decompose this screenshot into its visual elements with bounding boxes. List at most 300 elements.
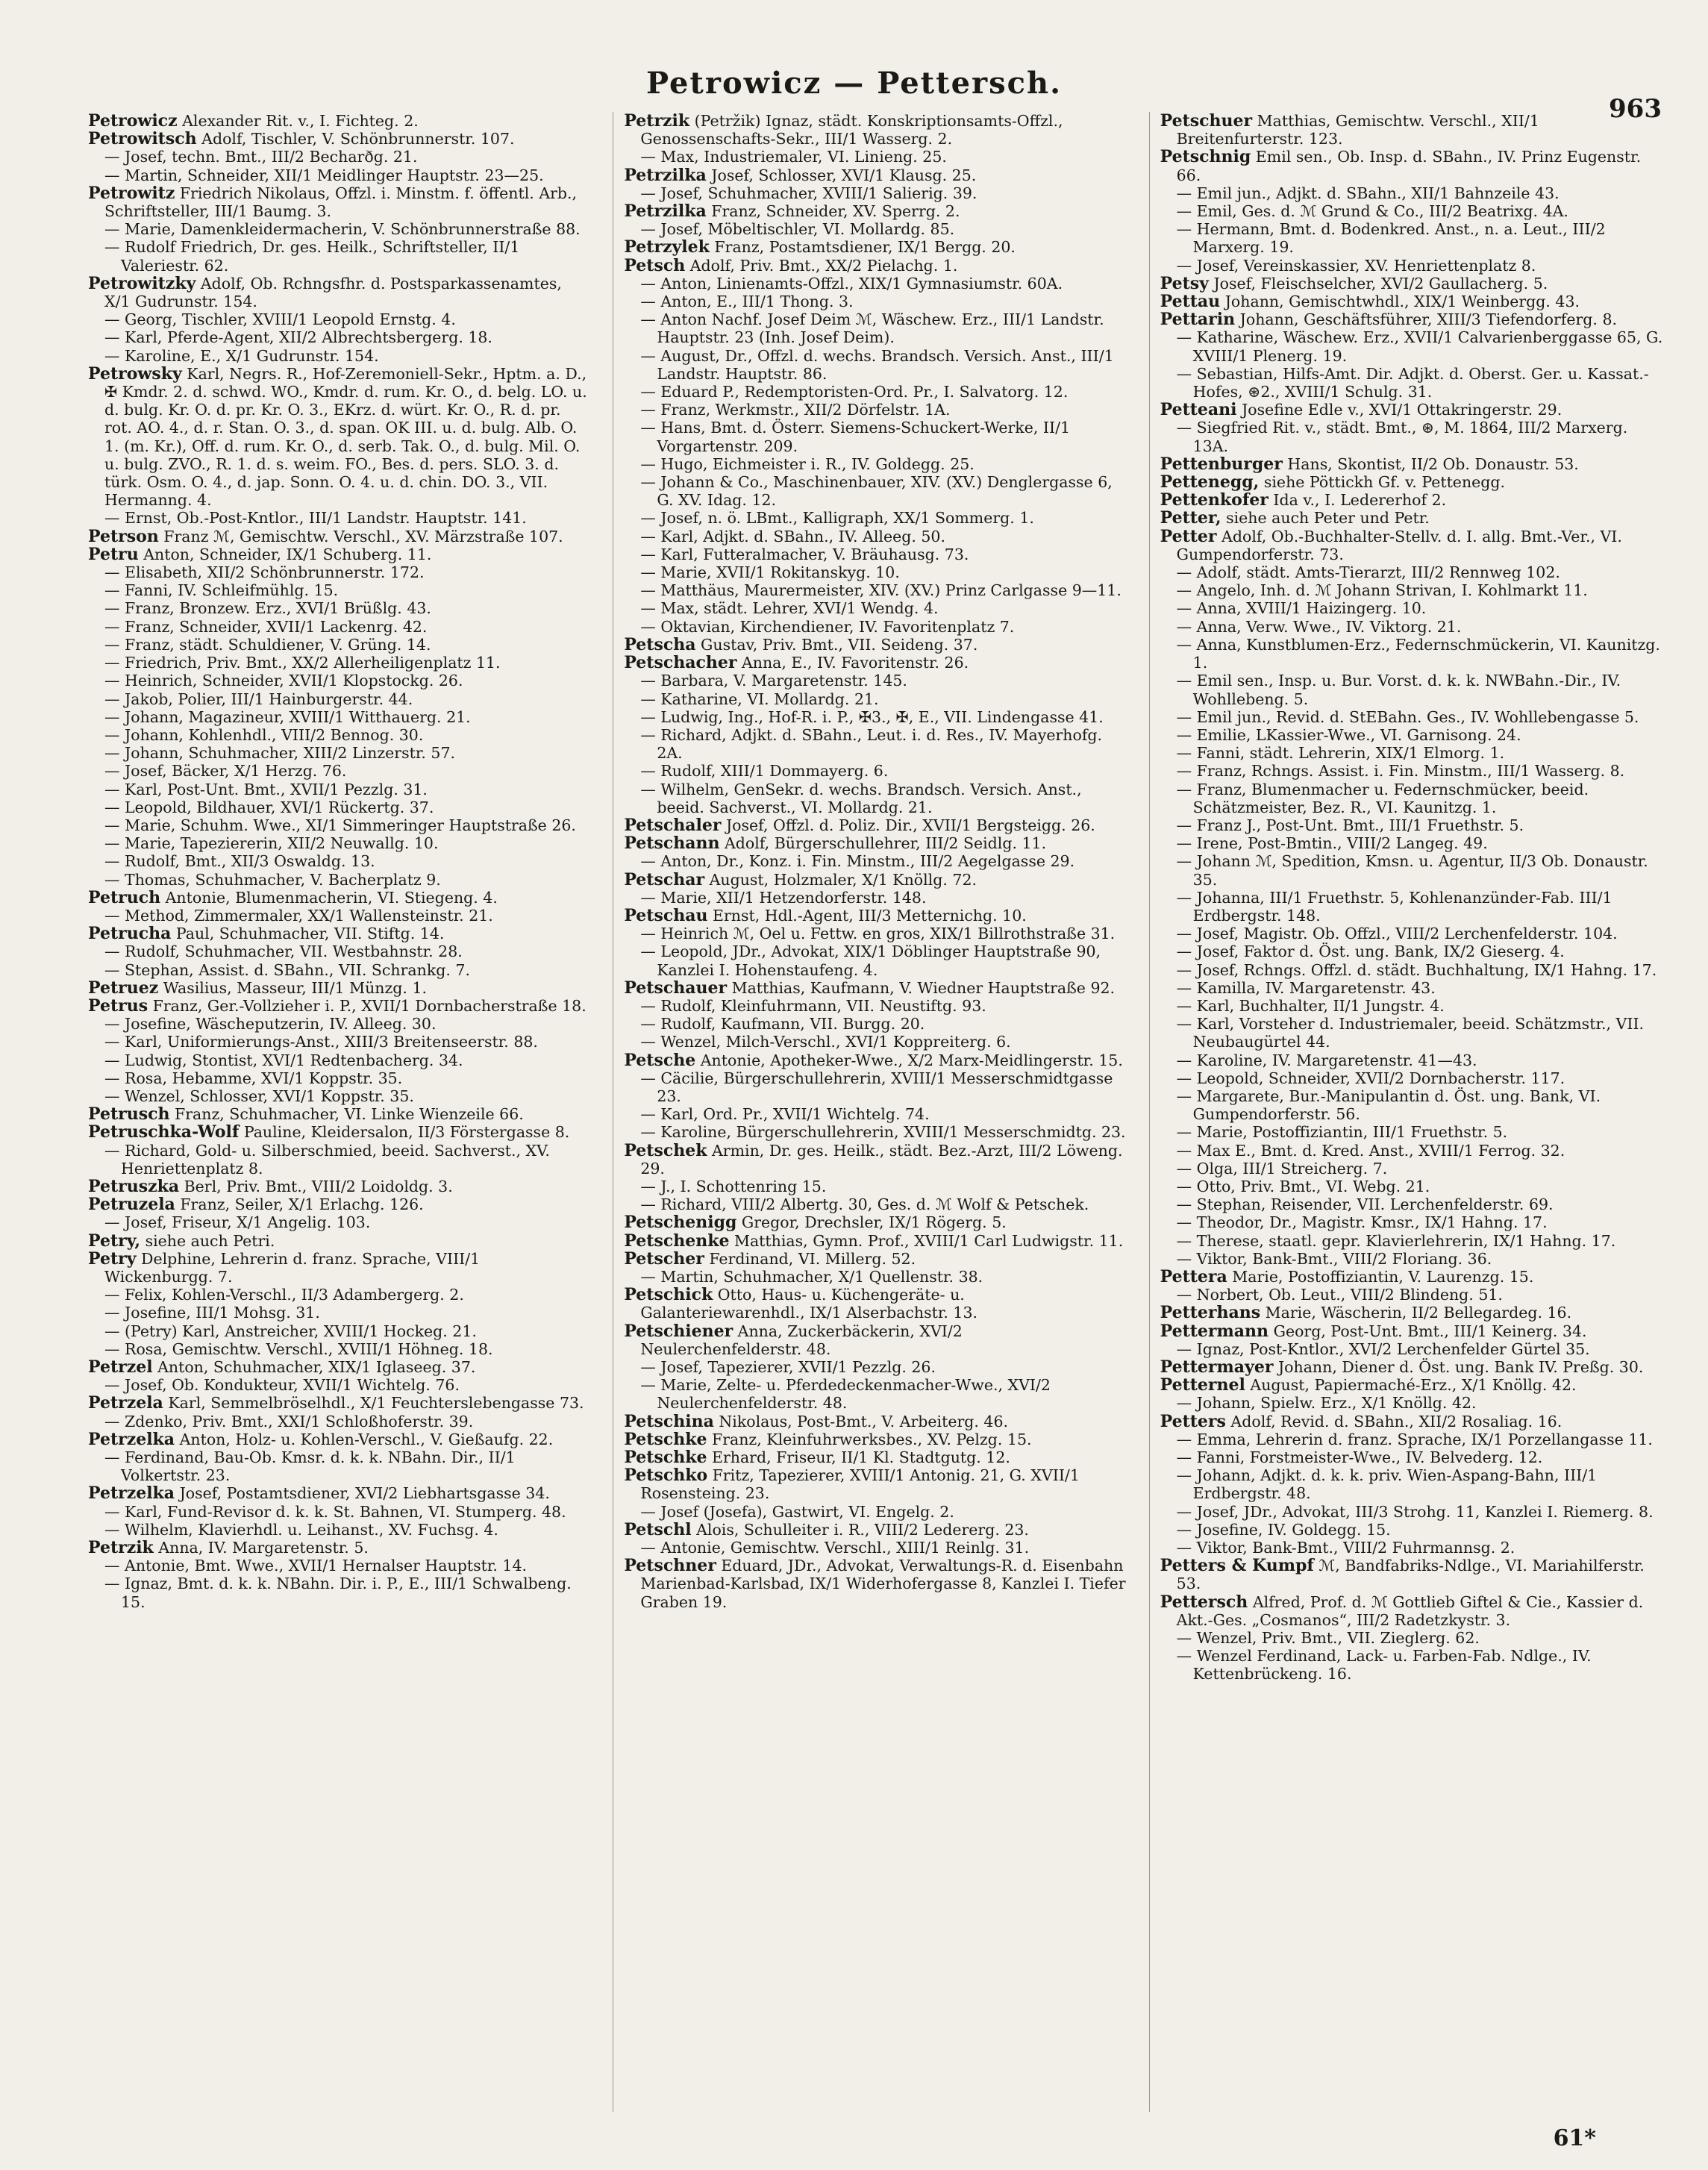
entry-text: — Fanni, IV. Schleifmühlg. 15.: [104, 581, 339, 600]
entry-text: — Martin, Schuhmacher, X/1 Quellenstr. 38.: [640, 1268, 983, 1286]
directory-entry: [1160, 1213, 1664, 1231]
entry-text: — Viktor, Bank-Bmt., VIII/2 Fuhrmannsg. 2.: [1176, 1539, 1515, 1557]
directory-entry: [624, 599, 1127, 617]
entry-surname: Petscha: [624, 634, 696, 654]
directory-entry: [624, 238, 1127, 256]
entry-text: — Katharine, Wäschew. Erz., XVII/1 Calvarienberggasse 65, G. XVIII/1 Plenerg. 19.: [1176, 328, 1663, 365]
entry-text: — Marie, Zelte- u. Pferdedeckenmacher-Wwe., XVI/2 Neulerchenfelderstr. 48.: [640, 1376, 1051, 1413]
directory-entry: [88, 1123, 592, 1141]
directory-entry: [624, 672, 1127, 690]
entry-text: Franz, Postamtsdiener, IX/1 Bergg. 20.: [709, 238, 1016, 257]
directory-entry: [1160, 1394, 1664, 1412]
directory-entry: [88, 726, 592, 744]
entry-text: Armin, Dr. ges. Heilk., städt. Bez.-Arzt, III/2 Löweng. 29.: [640, 1141, 1123, 1178]
entry-text: Franz, Schneider, XV. Sperrg. 2.: [706, 202, 960, 221]
directory-entry: [1160, 672, 1664, 707]
entry-text: — Wilhelm, Klavierhdl. u. Leihanst., XV. Fuchsg. 4.: [104, 1520, 498, 1539]
entry-text: — Emilie, LKassier-Wwe., VI. Garnisong. 24.: [1176, 725, 1521, 744]
entry-text: — Wenzel Ferdinand, Lack- u. Farben-Fab. Ndlge., IV. Kettenbrückeng. 16.: [1176, 1647, 1592, 1683]
directory-entry: [624, 148, 1127, 166]
directory-entry: [1160, 401, 1664, 419]
entry-surname: Petrowitzky: [88, 273, 196, 293]
entry-text: — Viktor, Bank-Bmt., VIII/2 Floriang. 36.: [1176, 1249, 1492, 1268]
directory-entry: [624, 1250, 1127, 1268]
directory-entry: [1160, 1015, 1664, 1051]
entry-text: — Karl, Pferde-Agent, XII/2 Albrechtsbergerg. 18.: [104, 328, 492, 347]
entry-surname: Petter,: [1160, 508, 1221, 528]
entry-text: — Johann, Spielw. Erz., X/1 Knöllg. 42.: [1176, 1394, 1477, 1413]
directory-entry: [88, 618, 592, 636]
directory-entry: [624, 1213, 1127, 1231]
entry-text: — Siegfried Rit. v., städt. Bmt., ⊛, M. 1864, III/2 Marxerg. 13A.: [1176, 419, 1628, 455]
entry-text: Adolf, Priv. Bmt., XX/2 Pielachg. 1.: [685, 256, 958, 275]
entry-surname: Petrzik: [88, 1538, 154, 1558]
entry-surname: Petschko: [624, 1466, 708, 1486]
entry-text: — Georg, Tischler, XVIII/1 Leopold Ernstg. 4.: [104, 310, 456, 329]
entry-surname: Petschina: [624, 1411, 714, 1431]
entry-text: — Heinrich ℳ, Oel u. Fettw. en gros, XIX/1 Billrothstraße 31.: [640, 925, 1116, 943]
directory-entry: [1160, 1322, 1664, 1340]
entry-text: — Johann, Schuhmacher, XIII/2 Linzerstr. 57.: [104, 744, 456, 763]
entry-text: — Karl, Buchhalter, II/1 Jungstr. 4.: [1176, 996, 1445, 1015]
directory-entry: [1160, 1286, 1664, 1304]
entry-text: — Max E., Bmt. d. Kred. Anst., XVIII/1 Ferrog. 32.: [1176, 1141, 1565, 1160]
entry-text: Berl, Priv. Bmt., VIII/2 Loidoldg. 3.: [179, 1177, 453, 1195]
directory-entry: [1160, 1304, 1664, 1322]
entry-surname: Petschar: [624, 869, 705, 889]
directory-entry: [88, 1286, 592, 1304]
entry-text: — Emil jun., Adjkt. d. SBahn., XII/1 Bahnzeile 43.: [1176, 184, 1560, 202]
directory-entry: [88, 871, 592, 889]
entry-text: Emil sen., Ob. Insp. d. SBahn., IV. Prinz Eugenstr. 66.: [1176, 148, 1642, 184]
directory-entry: [88, 636, 592, 654]
directory-entry: [624, 925, 1127, 942]
directory-entry: [1160, 1195, 1664, 1213]
entry-text: Ferdinand, VI. Millerg. 52.: [704, 1249, 916, 1268]
directory-entry: [624, 275, 1127, 293]
directory-entry: [624, 834, 1127, 852]
directory-entry: [88, 1033, 592, 1051]
entry-text: Antonie, Blumenmacherin, VI. Stiegeng. 4.: [160, 888, 498, 907]
directory-entry: [624, 545, 1127, 563]
directory-entry: [624, 347, 1127, 383]
directory-entry: [1160, 455, 1664, 473]
entry-surname: Petru: [88, 544, 139, 564]
directory-entry: [1160, 1340, 1664, 1358]
entry-text: — Ludwig, Stontist, XVI/1 Redtenbacherg. 34.: [104, 1051, 463, 1069]
directory-entry: [624, 166, 1127, 184]
directory-entry: [1160, 275, 1664, 293]
entry-text: Anna, E., IV. Favoritenstr. 26.: [736, 654, 969, 672]
directory-entry: [1160, 1503, 1664, 1521]
entry-text: August, Papiermaché-Erz., X/1 Knöllg. 42.: [1245, 1376, 1577, 1395]
entry-surname: Petrucha: [88, 924, 172, 944]
entry-text: — Anton, E., III/1 Thong. 3.: [640, 293, 854, 311]
directory-columns: [88, 112, 1664, 2112]
entry-text: — Heinrich, Schneider, XVII/1 Klopstockg. 26.: [104, 672, 463, 690]
entry-text: — Felix, Kohlen-Verschl., II/3 Adambergerg. 2.: [104, 1286, 464, 1304]
directory-entry: [1160, 1448, 1664, 1466]
entry-text: — Therese, staatl. gepr. Klavierlehrerin, IX/1 Hahng. 17.: [1176, 1231, 1616, 1250]
directory-entry: [624, 1069, 1127, 1105]
entry-surname: Petschuer: [1160, 112, 1253, 131]
directory-entry: [88, 184, 592, 220]
entry-text: — Johann & Co., Maschinenbauer, XIV. (XV.) Denglergasse 6, G. XV. Idag. 12.: [640, 473, 1113, 510]
directory-entry: [88, 1015, 592, 1033]
entry-text: — Hermann, Bmt. d. Bodenkred. Anst., n. a. Leut., III/2 Marxerg. 19.: [1176, 220, 1606, 257]
entry-surname: Petruch: [88, 887, 161, 907]
entry-text: — Wenzel, Milch-Verschl., XVI/1 Koppreiterg. 6.: [640, 1033, 1011, 1051]
entry-text: — Ignaz, Bmt. d. k. k. NBahn. Dir. i. P., E., III/1 Schwalbeng. 15.: [104, 1575, 572, 1611]
directory-entry: [1160, 1629, 1664, 1647]
directory-entry: [88, 1069, 592, 1087]
entry-surname: Pettera: [1160, 1267, 1227, 1286]
entry-text: Pauline, Kleidersalon, II/3 Förstergasse 8.: [239, 1123, 570, 1142]
entry-text: — J., I. Schottenring 15.: [640, 1177, 827, 1195]
entry-surname: Petrowsky: [88, 363, 182, 384]
directory-entry: [1160, 1413, 1664, 1430]
directory-entry: [1160, 961, 1664, 979]
directory-entry: [88, 148, 592, 166]
entry-text: Karl, Negrs. R., Hof-Zeremoniell-Sekr., Hptm. a. D., ✠ Kmdr. 2. d. schwd. WO., Kmdr. d. rum. Kr. O., d. belg. LO. u. d. bulg. Kr. O. d. pr. Kr. O. 3., EKrz. d. würt. Kr. O., R. d. pr. rot. AO. 4., d. r. Stan. O. 3., d. span. OK III. u. d. bulg. Alb. O. 1. (m. Kr.), Off. d. rum. Kr. O., d. serb. Tak. O., d. bulg. Mil. O. u. bulg. ZVO., R. 1. d. s. weim. FO., Bes. d. pers. SLO. 3. d. türk. Osm. O. 4., d. jap. Sonn. O. 4. u. d. chin. DO. 3., VII. Hermanng. 4.: [104, 364, 587, 510]
entry-text: Adolf, Ob. Rchngsfhr. d. Postsparkassenamtes, X/1 Gudrunstr. 154.: [104, 274, 562, 311]
sheet-signature: 61*: [1553, 2125, 1596, 2151]
directory-entry: [88, 852, 592, 870]
directory-entry: [88, 1232, 592, 1250]
column-left: [88, 112, 592, 2112]
directory-entry: [88, 166, 592, 184]
entry-text: Marie, Wäscherin, II/2 Bellegardeg. 16.: [1260, 1304, 1572, 1322]
directory-entry: [88, 599, 592, 617]
entry-text: — Josef, Schuhmacher, XVIII/1 Salierig. 39.: [640, 184, 977, 202]
entry-text: — Wenzel, Priv. Bmt., VII. Zieglerg. 62.: [1176, 1629, 1480, 1648]
entry-surname: Petruszka: [88, 1176, 180, 1196]
entry-surname: Pettersch: [1160, 1592, 1248, 1612]
entry-text: — Marie, Schuhm. Wwe., XI/1 Simmeringer Hauptstraße 26.: [104, 816, 576, 834]
entry-text: — Karl, Post-Unt. Bmt., XVII/1 Pezzlg. 31.: [104, 780, 428, 798]
directory-entry: [88, 834, 592, 852]
entry-text: — Marie, Postoffiziantin, III/1 Fruethstr. 5.: [1176, 1123, 1508, 1142]
entry-text: Adolf, Tischler, V. Schönbrunnerstr. 107.: [196, 130, 515, 148]
entry-text: Gustav, Priv. Bmt., VII. Seideng. 37.: [695, 635, 978, 654]
entry-text: Otto, Haus- u. Küchengeräte- u. Galanteriewarenhdl., IX/1 Alserbachstr. 13.: [640, 1286, 978, 1322]
entry-text: — Franz, Werkmstr., XII/2 Dörfelstr. 1A.: [640, 401, 951, 419]
entry-text: — Anna, Kunstblumen-Erz., Federnschmückerin, VI. Kaunitzg. 1.: [1176, 635, 1660, 672]
directory-entry: [1160, 925, 1664, 942]
directory-entry: [1160, 328, 1664, 364]
directory-entry: [1160, 1466, 1664, 1502]
directory-entry: [88, 275, 592, 310]
directory-entry: [88, 1448, 592, 1484]
directory-entry: [1160, 1160, 1664, 1178]
entry-text: — Max, städt. Lehrer, XVI/1 Wendg. 4.: [640, 599, 939, 618]
entry-text: — Marie, Damenkleidermacherin, V. Schönbrunnerstraße 88.: [104, 220, 581, 239]
directory-entry: [1160, 1087, 1664, 1123]
directory-entry: [624, 528, 1127, 545]
directory-entry: [624, 871, 1127, 889]
entry-text: — Thomas, Schuhmacher, V. Bacherplatz 9.: [104, 870, 441, 889]
directory-entry: [624, 907, 1127, 925]
entry-text: — Karl, Adjkt. d. SBahn., IV. Alleeg. 50.: [640, 527, 945, 545]
entry-text: — Rudolf, Schuhmacher, VII. Westbahnstr. 28.: [104, 942, 463, 961]
entry-surname: Pettenburger: [1160, 454, 1283, 474]
directory-entry: [1160, 293, 1664, 310]
directory-entry: [624, 455, 1127, 473]
directory-entry: [624, 654, 1127, 672]
directory-entry: [88, 744, 592, 762]
directory-entry: [88, 690, 592, 708]
entry-text: — Anna, XVIII/1 Haizingerg. 10.: [1176, 599, 1427, 618]
entry-text: — Rudolf Friedrich, Dr. ges. Heilk., Schriftsteller, II/1 Valeriestr. 62.: [104, 238, 520, 275]
directory-entry: [624, 942, 1127, 978]
directory-entry: [624, 1195, 1127, 1213]
entry-text: — Franz J., Post-Unt. Bmt., III/1 Fruethstr. 5.: [1176, 816, 1524, 834]
entry-surname: Petteani: [1160, 400, 1237, 420]
directory-entry: [88, 1575, 592, 1610]
entry-text: — Emil jun., Revid. d. StEBahn. Ges., IV. Wohllebengasse 5.: [1176, 707, 1639, 726]
directory-entry: [1160, 1051, 1664, 1069]
page-header: [0, 66, 1708, 110]
entry-text: — Johann ℳ, Spedition, Kmsn. u. Agentur, II/3 Ob. Donaustr. 35.: [1176, 852, 1648, 889]
directory-entry: [1160, 1142, 1664, 1160]
entry-text: — Josefine, III/1 Mohsg. 31.: [104, 1304, 320, 1322]
entry-surname: Petter: [1160, 526, 1217, 546]
entry-text: Ida v., I. Ledererhof 2.: [1268, 491, 1447, 510]
entry-surname: Petrus: [88, 995, 148, 1016]
entry-text: Friedrich Nikolaus, Offzl. i. Minstm. f. öffentl. Arb., Schriftsteller, III/1 Baumg. 3.: [104, 184, 578, 221]
entry-text: — Karl, Uniformierungs-Anst., XIII/3 Breitenseerstr. 88.: [104, 1033, 538, 1051]
entry-surname: Petrzelka: [88, 1483, 175, 1504]
entry-text: — Anton, Linienamts-Offzl., XIX/1 Gymnasiumstr. 60A.: [640, 274, 1063, 293]
entry-text: — Josef, Magistr. Ob. Offzl., VIII/2 Lerchenfelderstr. 104.: [1176, 925, 1618, 943]
directory-entry: [1160, 1250, 1664, 1268]
entry-text: — Ignaz, Post-Kntlor., XVI/2 Lerchenfelder Gürtel 35.: [1176, 1339, 1590, 1358]
entry-text: Matthias, Gemischtw. Verschl., XII/1 Breitenfurterstr. 123.: [1176, 112, 1539, 148]
entry-text: — Katharine, VI. Mollardg. 21.: [640, 690, 879, 708]
directory-entry: [88, 563, 592, 581]
directory-entry: [1160, 184, 1664, 202]
directory-entry: [1160, 599, 1664, 617]
entry-surname: Petters: [1160, 1411, 1226, 1431]
directory-entry: [624, 1503, 1127, 1521]
directory-entry: [1160, 1268, 1664, 1286]
entry-text: Adolf, Bürgerschullehrer, III/2 Seidlg. 11.: [719, 834, 1047, 853]
directory-entry: [1160, 310, 1664, 328]
entry-text: — Margarete, Bur.-Manipulantin d. Öst. ung. Bank, VI. Gumpendorferstr. 56.: [1176, 1086, 1601, 1124]
directory-entry: [624, 762, 1127, 780]
directory-entry: [624, 1448, 1127, 1466]
entry-text: Johann, Gemischtwhdl., XIX/1 Weinbergg. 43.: [1220, 293, 1580, 311]
entry-surname: Petschiener: [624, 1321, 733, 1341]
directory-entry: [88, 1250, 592, 1286]
entry-surname: Petternel: [1160, 1375, 1245, 1395]
entry-text: — Friedrich, Priv. Bmt., XX/2 Allerheiligenplatz 11.: [104, 654, 501, 672]
entry-surname: Petrzela: [88, 1393, 163, 1413]
directory-entry: [624, 1232, 1127, 1250]
entry-text: Adolf, Ob.-Buchhalter-Stellv. d. I. allg. Bmt.-Ver., VI. Gumpendorferstr. 73.: [1176, 527, 1622, 563]
directory-entry: [1160, 1539, 1664, 1557]
entry-text: — Theodor, Dr., Magistr. Kmsr., IX/1 Hahng. 17.: [1176, 1213, 1548, 1232]
entry-text: — Josef, Rchngs. Offzl. d. städt. Buchhaltung, IX/1 Hahng. 17.: [1176, 960, 1657, 979]
directory-entry: [1160, 744, 1664, 762]
directory-entry: [88, 1051, 592, 1069]
directory-entry: [624, 889, 1127, 907]
directory-entry: [1160, 473, 1664, 491]
directory-entry: [624, 310, 1127, 346]
directory-entry: [624, 1178, 1127, 1195]
directory-entry: [1160, 257, 1664, 275]
entry-text: — Franz, Rchngs. Assist. i. Fin. Minstm., III/1 Wasserg. 8.: [1176, 762, 1625, 781]
entry-text: Anton, Holz- u. Kohlen-Verschl., V. Gießaufg. 22.: [175, 1430, 554, 1448]
entry-surname: Petschick: [624, 1285, 713, 1305]
entry-text: August, Holzmaler, X/1 Knöllg. 72.: [704, 870, 977, 889]
directory-entry: [88, 1195, 592, 1213]
directory-entry: [88, 1503, 592, 1521]
entry-text: — Rudolf, Kleinfuhrmann, VII. Neustiftg. 93.: [640, 996, 986, 1015]
directory-entry: [624, 401, 1127, 419]
entry-text: Alois, Schulleiter i. R., VIII/2 Ledererg. 23.: [691, 1520, 1029, 1539]
entry-text: — Emil sen., Insp. u. Bur. Vorst. d. k. k. NWBahn.-Dir., IV. Wohllebeng. 5.: [1176, 672, 1621, 708]
directory-entry: [624, 979, 1127, 997]
directory-entry: [88, 654, 592, 672]
directory-entry: [624, 1015, 1127, 1033]
directory-entry: [1160, 148, 1664, 184]
entry-text: Nikolaus, Post-Bmt., V. Arbeiterg. 46.: [713, 1412, 1009, 1430]
directory-entry: [624, 1539, 1127, 1557]
directory-entry: [88, 365, 592, 510]
entry-text: (Petržik) Ignaz, städt. Konskriptionsamts-Offzl., Genossenschafts-Sekr., III/1 Wasserg. 2.: [640, 112, 1063, 148]
entry-text: — Rosa, Gemischtw. Verschl., XVIII/1 Höhneg. 18.: [104, 1339, 493, 1358]
directory-entry: [88, 907, 592, 925]
directory-entry: [624, 618, 1127, 636]
directory-entry: [88, 1322, 592, 1340]
entry-surname: Petschauer: [624, 978, 728, 998]
directory-entry: [624, 112, 1127, 148]
entry-text: — Zdenko, Priv. Bmt., XXI/1 Schloßhoferstr. 39.: [104, 1412, 474, 1430]
directory-entry: [1160, 1232, 1664, 1250]
entry-text: ℳ, Bandfabriks-Ndlge., VI. Mariahilferstr. 53.: [1176, 1557, 1645, 1593]
entry-text: Franz, Schuhmacher, VI. Linke Wienzeile 66.: [169, 1105, 524, 1124]
entry-surname: Pettenegg,: [1160, 472, 1260, 493]
directory-entry: [1160, 618, 1664, 636]
directory-entry: [624, 184, 1127, 202]
entry-surname: Petrzilka: [624, 201, 707, 222]
directory-entry: [624, 726, 1127, 762]
entry-text: Anna, Zuckerbäckerin, XVI/2 Neulerchenfelderstr. 48.: [640, 1322, 963, 1358]
entry-surname: Petry,: [88, 1231, 141, 1251]
entry-text: — Eduard P., Redemptoristen-Ord. Pr., I. Salvatorg. 12.: [640, 383, 1069, 401]
directory-entry: [624, 473, 1127, 509]
entry-text: — Josef, techn. Bmt., III/2 Becharðg. 21.: [104, 148, 418, 166]
directory-entry: [1160, 636, 1664, 672]
directory-entry: [1160, 1178, 1664, 1195]
entry-text: — Karl, Fund-Revisor d. k. k. St. Bahnen, VI. Stumperg. 48.: [104, 1502, 566, 1521]
directory-entry: [88, 889, 592, 907]
entry-text: Wasilius, Masseur, III/1 Münzg. 1.: [158, 978, 427, 997]
entry-text: — Franz, städt. Schuldiener, V. Grüng. 14.: [104, 635, 431, 654]
directory-entry: [1160, 1376, 1664, 1394]
directory-entry: [88, 1178, 592, 1195]
entry-text: — Richard, Gold- u. Silberschmied, beeid. Sachverst., XV. Henriettenplatz 8.: [104, 1141, 550, 1178]
entry-text: — Josef (Josefa), Gastwirt, VI. Engelg. 2.: [640, 1502, 954, 1521]
entry-text: — Fanni, Forstmeister-Wwe., IV. Belvederg. 12.: [1176, 1448, 1543, 1467]
directory-entry: [88, 347, 592, 365]
entry-surname: Petschenke: [624, 1231, 730, 1251]
directory-entry: [1160, 762, 1664, 780]
entry-surname: Petruschka-Wolf: [88, 1122, 240, 1142]
directory-entry: [88, 310, 592, 328]
directory-entry: [624, 1286, 1127, 1322]
entry-text: — Johanna, III/1 Fruethstr. 5, Kohlenanzünder-Fab. III/1 Erdbergstr. 148.: [1176, 888, 1612, 925]
entry-text: — Josef, Möbeltischler, VI. Mollardg. 85.: [640, 220, 955, 239]
directory-entry: [624, 816, 1127, 834]
entry-text: — Marie, XVII/1 Rokitanskyg. 10.: [640, 563, 900, 582]
entry-text: Josef, Postamtsdiener, XVI/2 Liebhartsgasse 34.: [175, 1484, 550, 1503]
entry-surname: Petschke: [624, 1429, 707, 1449]
directory-entry: [624, 257, 1127, 275]
entry-surname: Pettermayer: [1160, 1357, 1274, 1378]
directory-entry: [624, 293, 1127, 310]
entry-text: — Wenzel, Schlosser, XVI/1 Koppstr. 35.: [104, 1086, 414, 1105]
entry-text: — Wilhelm, GenSekr. d. wechs. Brandsch. Versich. Anst., beeid. Sachverst., VI. Mollardg. 21.: [640, 780, 1082, 816]
entry-text: Matthias, Kaufmann, V. Wiedner Hauptstraße 92.: [727, 978, 1116, 997]
running-title: Petrowicz — Pettersch.: [645, 66, 1063, 101]
entry-text: — Rudolf, Bmt., XII/3 Oswaldg. 13.: [104, 852, 375, 871]
entry-text: Franz, Kleinfuhrwerksbes., XV. Pelzg. 15.: [707, 1430, 1032, 1448]
page-number: 963: [1609, 94, 1662, 124]
directory-entry: [88, 1413, 592, 1430]
directory-entry: [88, 961, 592, 979]
entry-surname: Pettarin: [1160, 310, 1236, 330]
entry-surname: Petschacher: [624, 653, 737, 673]
directory-entry: [88, 1430, 592, 1448]
directory-entry: [1160, 563, 1664, 581]
entry-text: — Stephan, Assist. d. SBahn., VII. Schrankg. 7.: [104, 960, 470, 979]
directory-entry: [88, 1557, 592, 1575]
directory-entry: [1160, 889, 1664, 925]
entry-text: Ernst, Hdl.-Agent, III/3 Metternichg. 10.: [707, 906, 1027, 925]
entry-surname: Pettau: [1160, 292, 1221, 312]
entry-surname: Petschau: [624, 905, 708, 925]
directory-entry: [1160, 997, 1664, 1015]
entry-text: — Karl, Vorsteher d. Industriemaler, beeid. Schätzmstr., VII. Neubaugürtel 44.: [1176, 1015, 1645, 1051]
directory-entry: [88, 545, 592, 563]
entry-text: — Marie, Tapeziererin, XII/2 Neuwallg. 10.: [104, 834, 439, 853]
entry-text: — Leopold, Bildhauer, XVI/1 Rückertg. 37.: [104, 798, 434, 816]
entry-surname: Petscher: [624, 1248, 704, 1269]
directory-entry: [624, 708, 1127, 726]
directory-entry: [1160, 852, 1664, 888]
entry-text: — Stephan, Reisender, VII. Lerchenfelderstr. 69.: [1176, 1195, 1554, 1214]
directory-entry: [88, 238, 592, 274]
entry-text: — Karl, Ord. Pr., XVII/1 Wichtelg. 74.: [640, 1105, 930, 1124]
entry-text: — Hans, Bmt. d. Österr. Siemens-Schuckert-Werke, II/1 Vorgartenstr. 209.: [640, 419, 1071, 455]
directory-entry: [624, 581, 1127, 599]
entry-text: — Josef, Vereinskassier, XV. Henriettenplatz 8.: [1176, 256, 1536, 275]
entry-text: — Ferdinand, Bau-Ob. Kmsr. d. k. k. NBahn. Dir., II/1 Volkertstr. 23.: [104, 1448, 516, 1485]
entry-text: Josef, Fleischselcher, XVI/2 Gaullacherg. 5.: [1208, 274, 1548, 293]
entry-text: Gregor, Drechsler, IX/1 Rögerg. 5.: [736, 1213, 1007, 1232]
entry-text: — Otto, Priv. Bmt., VI. Webg. 21.: [1176, 1177, 1430, 1195]
entry-text: — Marie, XII/1 Hetzendorferstr. 148.: [640, 888, 927, 907]
directory-entry: [624, 1105, 1127, 1123]
entry-text: — Karoline, Bürgerschullehrerin, XVIII/1 Messerschmidtg. 23.: [640, 1123, 1126, 1142]
entry-text: — Josef, Ob. Kondukteur, XVII/1 Wichtelg. 76.: [104, 1376, 460, 1395]
directory-entry: [88, 762, 592, 780]
entry-text: — Jakob, Polier, III/1 Hainburgerstr. 44.: [104, 690, 413, 708]
entry-text: — Oktavian, Kirchendiener, IV. Favoritenplatz 7.: [640, 617, 1015, 636]
directory-entry: [624, 690, 1127, 708]
